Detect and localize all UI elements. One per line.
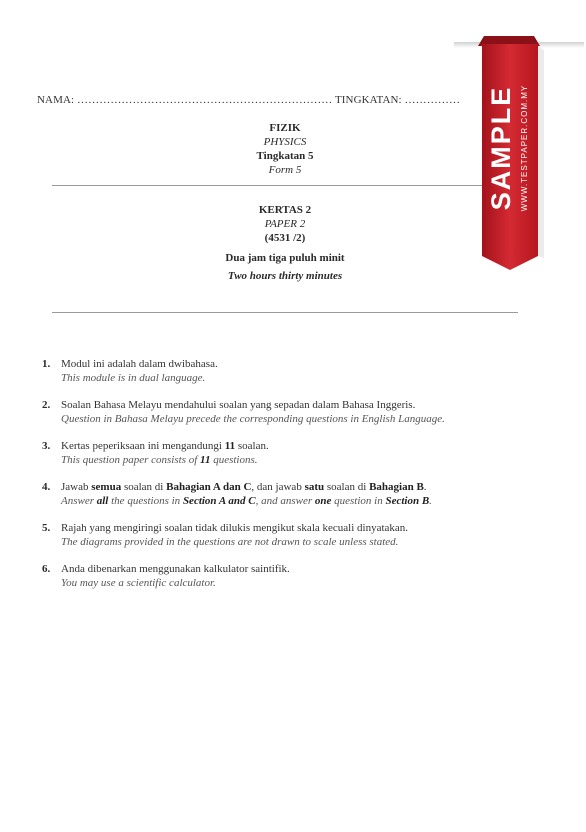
emphasis-text: 11 <box>200 454 211 466</box>
title-block <box>52 121 518 177</box>
emphasis-text: Bahagian A dan C <box>166 481 252 493</box>
subject-ms: FIZIK <box>269 122 301 134</box>
instruction-item <box>40 439 510 467</box>
instruction-text-ms <box>61 439 510 453</box>
text-segment: Kertas peperiksaan ini mengandungi <box>61 440 225 452</box>
text-segment: The diagrams provided in the questions are not drawn to scale unless stated. <box>61 536 399 548</box>
text-segment: . <box>423 481 427 493</box>
paper-code: (4531 /2) <box>264 232 306 244</box>
text-segment: . <box>429 495 432 507</box>
emphasis-text: satu <box>304 481 325 493</box>
instruction-number: 6. <box>42 563 51 575</box>
name-form-line: NAMA: …………………………………………………………… TINGKATAN: …………… <box>37 94 461 106</box>
paper-ms: KERTAS 2 <box>258 204 312 216</box>
text-segment: the questions in <box>108 495 183 507</box>
instruction-text-ms <box>61 398 510 412</box>
instruction-text-en <box>61 412 510 426</box>
paper-block <box>52 203 518 283</box>
divider-top <box>52 185 518 186</box>
text-segment: question in <box>331 495 386 507</box>
paper-en: PAPER 2 <box>264 218 306 230</box>
text-segment: soalan di <box>121 481 167 493</box>
instruction-text-ms <box>61 357 510 371</box>
emphasis-text: all <box>96 495 109 507</box>
instruction-text-en <box>61 453 510 467</box>
text-segment: Rajah yang mengiringi soalan tidak dilukis mengikut skala kecuali dinyatakan. <box>61 522 409 534</box>
ribbon-text-area <box>482 44 538 254</box>
text-segment: Answer <box>61 495 97 507</box>
instruction-number: 4. <box>42 481 51 493</box>
instruction-number: 3. <box>42 440 51 452</box>
ribbon-sample-text: SAMPLE <box>486 85 516 211</box>
emphasis-text: 11 <box>224 440 236 452</box>
instruction-item <box>40 398 510 426</box>
text-segment: , and answer <box>255 495 315 507</box>
ribbon-url-text: WWW.TESTPAPER.COM.MY <box>520 84 529 212</box>
divider-bottom <box>52 312 518 313</box>
instruction-text-ms <box>61 480 510 494</box>
emphasis-text: one <box>314 495 332 507</box>
sample-ribbon <box>454 34 584 279</box>
instruction-item <box>40 480 510 508</box>
text-segment: Soalan Bahasa Melayu mendahului soalan yang sepadan dalam Bahasa Inggeris. <box>61 399 416 411</box>
text-segment: Jawab <box>61 481 92 493</box>
instruction-number: 5. <box>42 522 51 534</box>
text-segment: This module is in dual language. <box>61 372 206 384</box>
instruction-text-en <box>61 371 510 385</box>
emphasis-text: semua <box>91 481 122 493</box>
instruction-item <box>40 521 510 549</box>
text-segment: You may use a scientific calculator. <box>61 577 216 589</box>
instruction-item <box>40 562 510 590</box>
emphasis-text: Section B <box>385 495 430 507</box>
subject-en: PHYSICS <box>263 136 307 148</box>
duration-en: Two hours thirty minutes <box>227 270 343 282</box>
text-segment: soalan di <box>324 481 370 493</box>
instruction-text-en <box>61 576 510 590</box>
text-segment: , dan jawab <box>251 481 305 493</box>
instruction-number: 2. <box>42 399 51 411</box>
instruction-text-ms <box>61 521 510 535</box>
instructions-list <box>40 357 510 603</box>
instruction-text-en <box>61 494 510 508</box>
level-en: Form 5 <box>268 164 302 176</box>
instruction-item <box>40 357 510 385</box>
text-segment: This question paper consists of <box>61 454 201 466</box>
text-segment: questions. <box>210 454 258 466</box>
level-ms: Tingkatan 5 <box>256 150 314 162</box>
emphasis-text: Bahagian B <box>369 481 424 493</box>
instruction-text-en <box>61 535 510 549</box>
emphasis-text: Section A and C <box>182 495 256 507</box>
duration-ms: Dua jam tiga puluh minit <box>225 252 345 264</box>
text-segment: soalan. <box>235 440 269 452</box>
instruction-text-ms <box>61 562 510 576</box>
text-segment: Anda dibenarkan menggunakan kalkulator saintifik. <box>61 563 290 575</box>
text-segment: Modul ini adalah dalam dwibahasa. <box>61 358 218 370</box>
instruction-number: 1. <box>42 358 51 370</box>
text-segment: Question in Bahasa Melayu precede the corresponding questions in English Language. <box>61 413 445 425</box>
